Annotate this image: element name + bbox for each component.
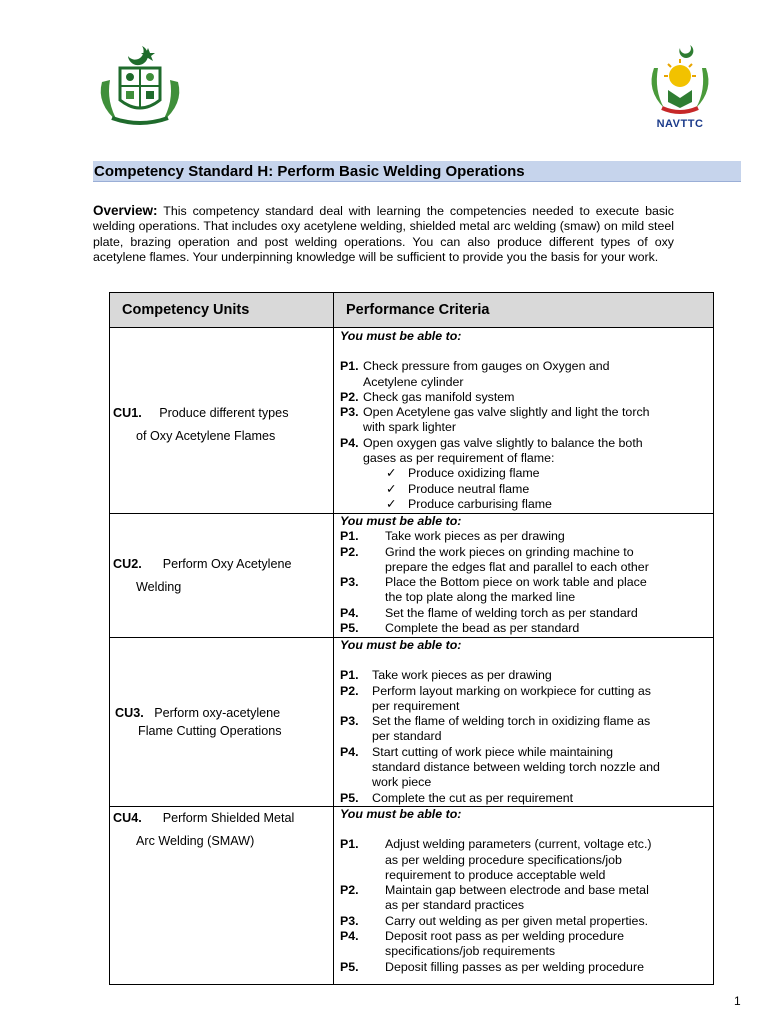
table-row (110, 328, 714, 514)
criterion: P3. Carry out welding as per given metal properties. (340, 913, 649, 928)
criterion: P1. Take work pieces as per drawing (340, 529, 565, 544)
unit-cell: CU3. Perform oxy-acetylene Flame Cutting Operations (110, 638, 334, 807)
check-item: ✓ Produce carburising flame (386, 496, 552, 511)
state-emblem-logo (92, 42, 188, 128)
table-header-row (110, 293, 714, 328)
checkmark-icon: ✓ (386, 496, 397, 511)
competency-table (109, 292, 714, 985)
overview-label: Overview: (93, 203, 158, 218)
criterion: P2. Perform layout marking on workpiece for cutting as per requirement (340, 683, 651, 713)
criterion: P3. Place the Bottom piece on work table and place the top plate along the marked line (340, 575, 647, 605)
header-competency-units: Competency Units (110, 293, 334, 328)
table-row (110, 638, 714, 807)
criterion: P5. Deposit filling passes as per welding procedure (340, 959, 644, 974)
criteria-cell (334, 328, 714, 514)
criterion: P2. Maintain gap between electrode and base metal as per standard practices (340, 883, 649, 913)
page-number: 1 (734, 994, 741, 1008)
check-item: ✓ Produce oxidizing flame (386, 466, 540, 481)
page-title: Competency Standard H: Perform Basic Welding Operations (93, 161, 741, 182)
table-row (110, 807, 714, 985)
criterion: P3. Open Acetylene gas valve slightly and light the torch with spark lighter (340, 405, 650, 435)
unit-cell (110, 328, 334, 514)
criterion: P5. Complete the bead as per standard (340, 621, 580, 636)
criterion: P4. Open oxygen gas valve slightly to balance the both gases as per requirement of flame: (340, 435, 643, 466)
checkmark-icon: ✓ (386, 481, 397, 496)
unit-cell: CU4. Perform Shielded Metal Arc Welding (SMAW) (110, 807, 334, 985)
criterion: P3. Set the flame of welding torch in oxidizing flame as per standard (340, 714, 651, 744)
unit-cell: CU2. Perform Oxy Acetylene Welding (110, 514, 334, 638)
overview-text: This competency standard deal with learning the competencies needed to execute basic welding operations. That includes oxy acetylene welding, shielded metal arc welding (smaw) on mild steel plate, brazing operation and post welding operations. You can also produce different types of oxy acetylene flames. Your underpinning knowledge will be sufficient to provide you the basis for your work. (93, 204, 675, 264)
checkmark-icon: ✓ (386, 466, 397, 481)
unit-title-cont: of Oxy Acetylene Flames (136, 428, 276, 443)
criteria-cell: You must be able to: P1. Take work pieces as per drawing P2. Grind the work pieces on grinding machine to prepare the edges flat and parallel to each other P3. Place the Bottom piece on work table and place the top plate along the marked line P4. Set the flame of welding torch as per standard P5. Complete the bead as per standard (334, 514, 714, 638)
unit-code: CU1. (113, 405, 142, 420)
unit-title: Produce different types (159, 405, 289, 420)
criteria-cell: You must be able to: P1. Adjust welding parameters (current, voltage etc.) as per welding procedure specifications/job requirement to produce acceptable weld P2. Maintain gap between electrode and base metal as per standard practices P3. Carry out welding as per given metal properties. P4. Deposit root pass as per welding procedure specifications/job requirements P5. Deposit filling passes as per welding procedure (334, 807, 714, 985)
overview-paragraph (93, 203, 674, 265)
header-performance-criteria: Performance Criteria (334, 293, 714, 328)
table-row (110, 514, 714, 638)
criterion: P4. Deposit root pass as per welding procedure specifications/job requirements (340, 929, 624, 959)
criterion: P4. Start cutting of work piece while maintaining standard distance between welding torch nozzle and work piece (340, 744, 660, 790)
criterion: P5. Complete the cut as per requirement (340, 790, 574, 805)
navttc-logo (640, 44, 720, 134)
criterion: P2. Grind the work pieces on grinding machine to prepare the edges flat and parallel to each other (340, 544, 649, 574)
navttc-logo-label: NAVTTC (656, 118, 704, 130)
criterion: P1. Check pressure from gauges on Oxygen and Acetylene cylinder (340, 359, 610, 389)
criterion: P1. Take work pieces as per drawing (340, 668, 552, 683)
criterion: P2. Check gas manifold system (340, 389, 515, 404)
must-label: You must be able to: (340, 329, 462, 343)
criterion: P1. Adjust welding parameters (current, voltage etc.) as per welding procedure specifications/job requirement to produce acceptable weld (340, 837, 652, 882)
criteria-cell: You must be able to: P1. Take work pieces as per drawing P2. Perform layout marking on workpiece for cutting as per requirement P3. Set the flame of welding torch in oxidizing flame as per standard P4. Start cutting of work piece while maintaining standard distance between welding torch nozzle and work piece P5. Complete the cut as per requirement (334, 638, 714, 807)
check-item: ✓ Produce neutral flame (386, 481, 530, 496)
criterion: P4. Set the flame of welding torch as per standard (340, 605, 638, 620)
